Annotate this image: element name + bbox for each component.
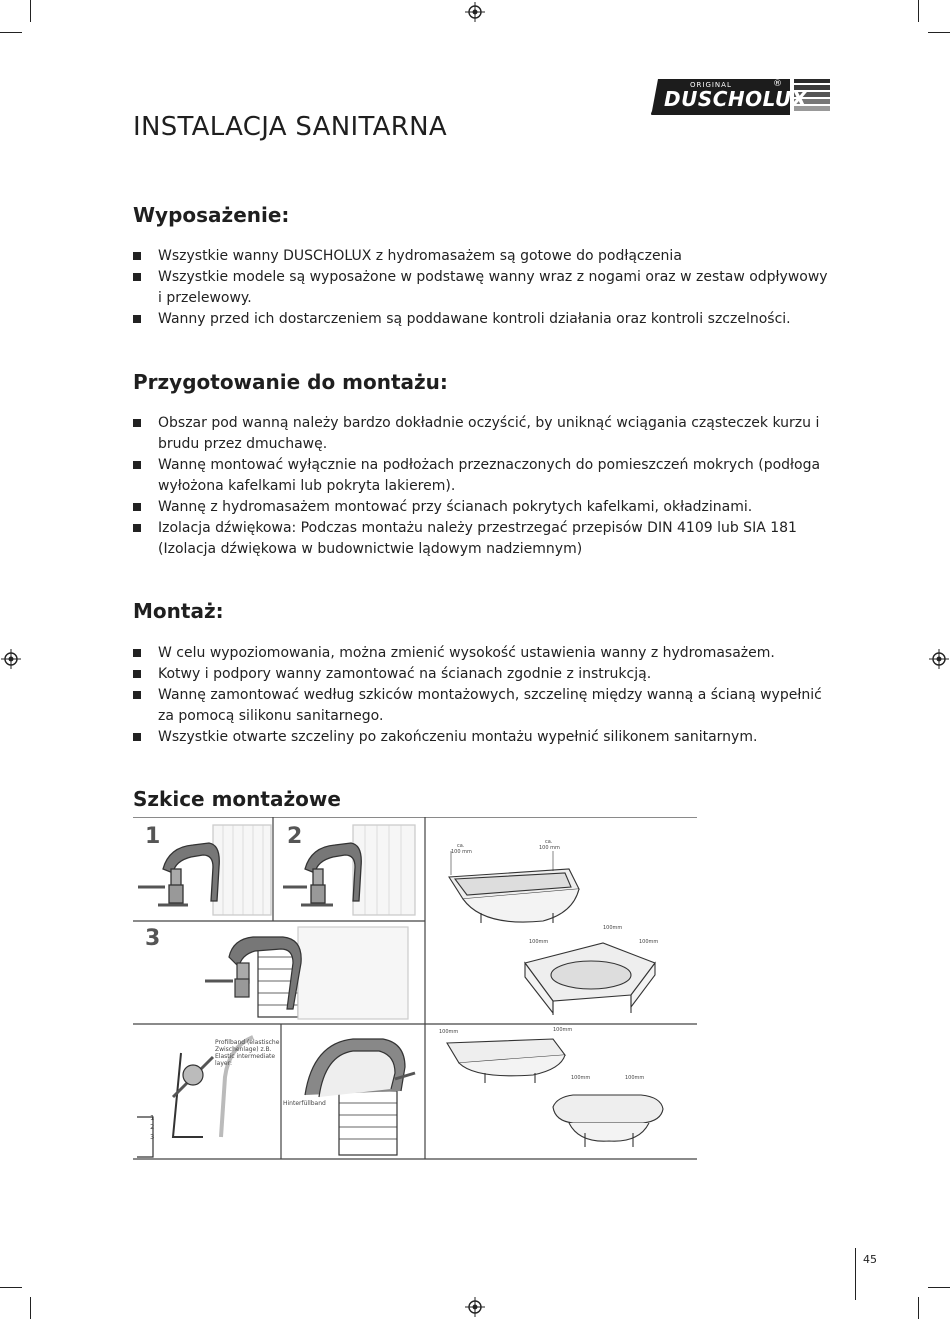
registration-mark-icon [465, 1297, 485, 1317]
step-number-1: 1 [145, 824, 161, 849]
step-number-3: 3 [145, 926, 161, 951]
bullet-icon [133, 503, 141, 511]
logo-brand-text: DUSCHOLUX [664, 87, 808, 111]
list-number: 2 [150, 1123, 155, 1131]
step-number-2: 2 [287, 824, 303, 849]
bullet-icon [133, 315, 141, 323]
crop-mark [928, 1287, 950, 1288]
bath-top-drawing [449, 851, 579, 923]
bullet-icon [133, 524, 141, 532]
list-item: Kotwy i podpory wanny zamontować na ścianach zgodnie z instrukcją. [133, 664, 833, 685]
list-item: Wszystkie modele są wyposażone w podstawę wanny wraz z nogami oraz w zestaw odpływowy i przelewowy. [133, 267, 833, 309]
bullet-icon [133, 273, 141, 281]
bullet-icon [133, 252, 141, 260]
crop-mark [0, 32, 22, 33]
bullet-icon [133, 670, 141, 678]
page-title: INSTALACJA SANITARNA [133, 112, 447, 142]
crop-mark [0, 1287, 22, 1288]
list-item: W celu wypoziomowania, można zmienić wysokość ustawienia wanny z hydromasażem. [133, 643, 833, 664]
list-item: Wannę z hydromasażem montować przy ścianach pokrytych kafelkami, okładzinami. [133, 497, 833, 518]
list-item: Wszystkie otwarte szczeliny po zakończeniu montażu wypełnić silikonem sanitarnym. [133, 727, 833, 748]
crop-mark [918, 1297, 919, 1319]
profile-band-label: Zwischenlage) z.B. [215, 1046, 272, 1053]
list-item: Wannę montować wyłącznie na podłożach przeznaczonych do pomieszczeń mokrych (podłoga wyłożona kafelkami lub pokryta lakierem). [133, 455, 833, 497]
dimension-label: 100 mm [451, 849, 472, 855]
corner-bath-drawing [525, 943, 655, 1015]
page-number-rule [855, 1248, 856, 1300]
list-item: Wszystkie wanny DUSCHOLUX z hydromasażem są gotowe do podłączenia [133, 246, 833, 267]
bullet-icon [133, 733, 141, 741]
dimension-label: ca. [545, 839, 553, 845]
equipment-list [133, 246, 833, 330]
backfill-label: Hinterfüllband [283, 1100, 326, 1107]
registration-mark-icon [465, 2, 485, 22]
wall-bracket-drawing [283, 825, 415, 915]
assembly-sketches-figure [133, 817, 697, 1161]
logo-registered-mark: ® [773, 79, 782, 89]
oval-bath-drawing [553, 1095, 663, 1147]
page-number: 45 [863, 1253, 877, 1266]
list-item: Obszar pod wanną należy bardzo dokładnie oczyścić, by uniknąć wciągania cząsteczek kurzu i brudu przez dmuchawę. [133, 413, 833, 455]
list-item: Wannę zamontować według szkiców montażowych, szczelinę między wanną a ścianą wypełnić za pomocą silikonu sanitarnego. [133, 685, 833, 727]
preparation-list [133, 413, 833, 560]
duscholux-logo [650, 77, 832, 117]
profile-band-label: Profilband (elastische [215, 1039, 280, 1046]
section-heading-sketches: Szkice montażowe [133, 787, 341, 811]
crop-mark [30, 0, 31, 22]
dimension-label: 100 mm [539, 845, 560, 851]
alcove-bath-drawing [447, 1039, 565, 1083]
bullet-icon [133, 419, 141, 427]
list-number: 3 [150, 1133, 155, 1141]
crop-mark [30, 1297, 31, 1319]
list-item: Wanny przed ich dostarczeniem są poddawane kontroli działania oraz kontroli szczelności. [133, 309, 833, 330]
dimension-label: 100mm [529, 939, 549, 945]
registration-mark-icon [929, 649, 949, 669]
dimension-label: 100mm [625, 1075, 645, 1081]
crop-mark [928, 32, 950, 33]
dimension-label: 100mm [553, 1027, 573, 1033]
list-number: 1 [150, 1114, 155, 1122]
bullet-icon [133, 691, 141, 699]
section-heading-preparation: Przygotowanie do montażu: [133, 370, 448, 394]
registration-mark-icon [1, 649, 21, 669]
section-heading-equipment: Wyposażenie: [133, 203, 290, 227]
dimension-label: ca. [457, 843, 465, 849]
dimension-label: 100mm [439, 1029, 459, 1035]
profile-band-label: Elastic intermediate [215, 1053, 276, 1060]
profile-band-label: layer: [215, 1060, 232, 1067]
dimension-label: 100mm [603, 925, 623, 931]
section-heading-assembly: Montaż: [133, 599, 224, 623]
bullet-icon [133, 649, 141, 657]
bath-edge-drawing [305, 1039, 415, 1155]
bullet-icon [133, 461, 141, 469]
crop-mark [918, 0, 919, 22]
assembly-list [133, 643, 833, 748]
brick-wall-drawing [205, 927, 408, 1019]
logo-original-label: ORIGINAL [690, 81, 732, 89]
dimension-label: 100mm [639, 939, 659, 945]
dimension-label: 100mm [571, 1075, 591, 1081]
list-item: Izolacja dźwiękowa: Podczas montażu należy przestrzegać przepisów DIN 4109 lub SIA 181 (Izolacja dźwiękowa w budownictwie lądowym nadziemnym) [133, 518, 833, 560]
